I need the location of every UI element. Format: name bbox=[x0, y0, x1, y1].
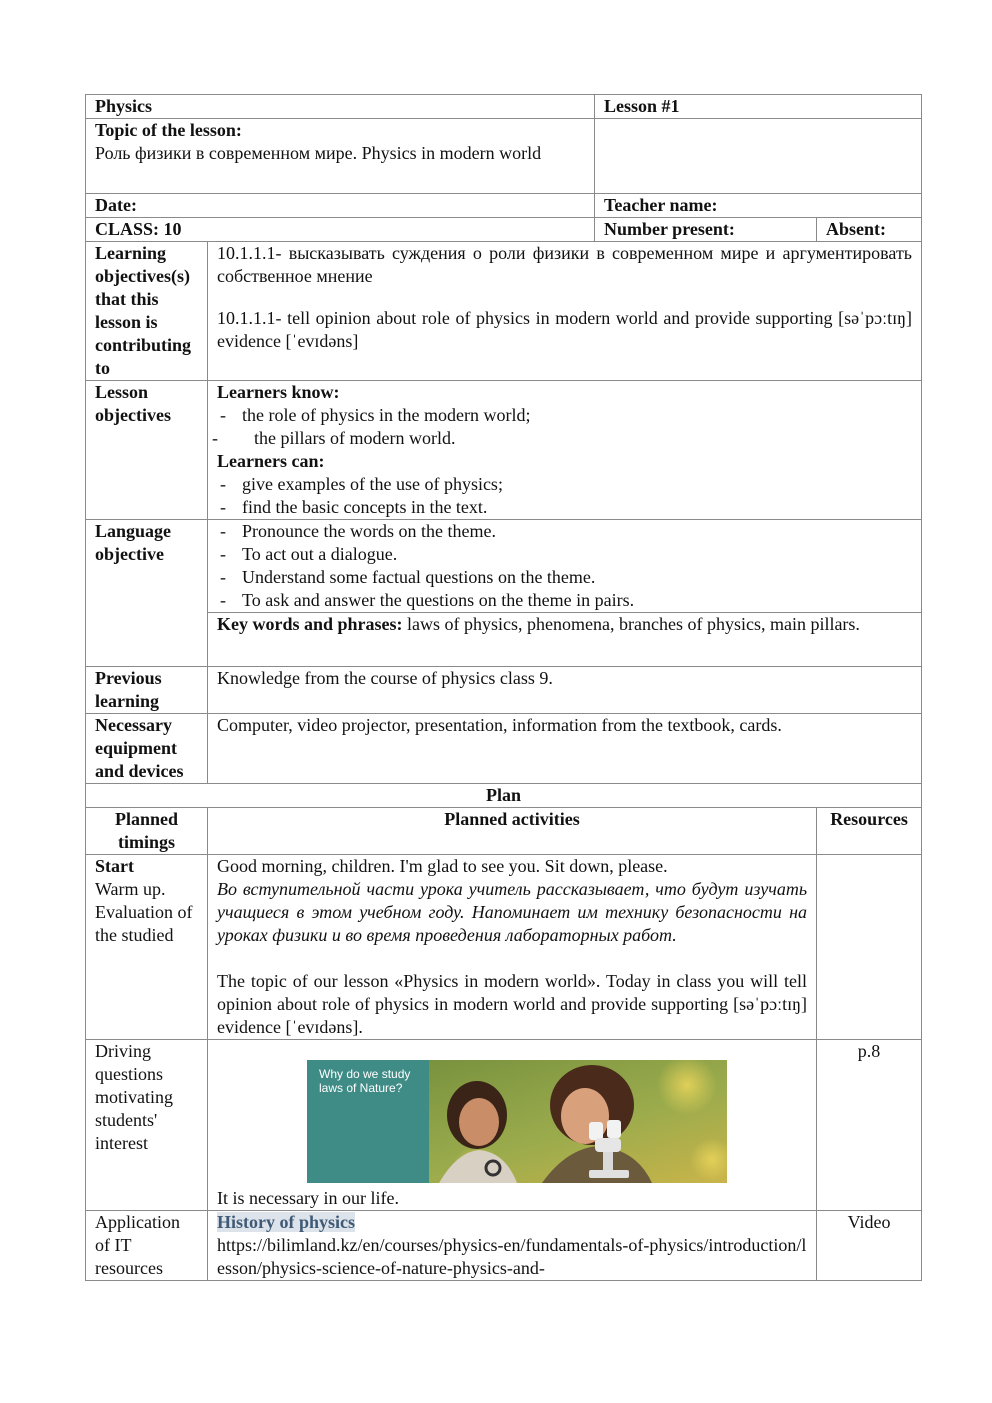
start-description: Warm up. Evaluation of the studied bbox=[95, 879, 193, 945]
learning-objective-ru: 10.1.1.1- высказывать суждения о роли физики в современном мире и аргументировать собственное мнение bbox=[217, 243, 913, 286]
learners-know-list bbox=[217, 404, 912, 450]
learners-can-label: Learners can: bbox=[217, 451, 325, 471]
start-activity-cell bbox=[208, 855, 817, 1040]
learning-objectives-label: Learning objectives(s) that this lesson is contributing to bbox=[86, 242, 208, 381]
language-objective-list bbox=[217, 520, 912, 612]
key-words-cell bbox=[208, 613, 922, 667]
driving-questions-label: Driving questions motivating students' interest bbox=[86, 1040, 208, 1211]
it-resource: Video bbox=[817, 1211, 922, 1281]
language-objective-label: Language objective bbox=[86, 520, 208, 667]
planned-timings-header: Planned timings bbox=[86, 808, 208, 855]
learners-know-label: Learners know: bbox=[217, 382, 340, 402]
planned-activities-header: Planned activities bbox=[208, 808, 817, 855]
key-words-label: Key words and phrases: bbox=[217, 614, 403, 634]
it-resources-label: Application of IT resources bbox=[86, 1211, 208, 1281]
previous-learning-row bbox=[86, 667, 922, 714]
it-activity-cell bbox=[208, 1211, 817, 1281]
lesson-plan-document bbox=[85, 94, 921, 1281]
lesson-plan-table bbox=[85, 94, 922, 1281]
plan-title: Plan bbox=[86, 784, 922, 808]
plan-row-start bbox=[86, 855, 922, 1040]
learning-objectives-row bbox=[86, 242, 922, 381]
driving-resource: p.8 bbox=[817, 1040, 922, 1211]
start-label: Start bbox=[95, 856, 134, 876]
list-item: - find the basic concepts in the text. bbox=[217, 496, 912, 519]
language-objective-row bbox=[86, 520, 922, 613]
number-present-label: Number present: bbox=[595, 218, 817, 242]
list-item: - To ask and answer the questions on the theme in pairs. bbox=[217, 589, 912, 612]
driving-answer-text: It is necessary in our life. bbox=[217, 1188, 399, 1208]
learners-can-list bbox=[217, 473, 912, 519]
equipment-row bbox=[86, 714, 922, 784]
students-microscope-image bbox=[307, 1060, 727, 1183]
list-item: - the pillars of modern world. bbox=[217, 427, 912, 450]
image-caption: Why do we study laws of Nature? bbox=[319, 1067, 411, 1095]
learning-objectives-cell bbox=[208, 242, 922, 381]
topic-text: Роль физики в современном мире. Physics in modern world bbox=[95, 143, 542, 163]
date-row bbox=[86, 194, 922, 218]
start-timing-cell bbox=[86, 855, 208, 1040]
start-resource-cell bbox=[817, 855, 922, 1040]
lesson-objectives-cell bbox=[208, 381, 922, 520]
lesson-number: Lesson #1 bbox=[595, 95, 922, 119]
subject-cell: Physics bbox=[86, 95, 595, 119]
intro-ru-text: Во вступительной части урока учитель рассказывает, что будут изучать учащиеся в этом учебном году. Напоминает им технику безопасности на уроках физики и во время проведения лабораторных работ. bbox=[217, 879, 808, 945]
resources-header: Resources bbox=[817, 808, 922, 855]
bilimland-url-link[interactable]: https://bilimland.kz/en/courses/physics-en/fundamentals-of-physics/introduction/lesson/physics-science-of-nature-physics-and- bbox=[217, 1235, 807, 1278]
key-words-row bbox=[86, 613, 922, 667]
topic-label: Topic of the lesson: bbox=[95, 120, 242, 140]
list-item: - To act out a dialogue. bbox=[217, 543, 912, 566]
driving-activity-cell bbox=[208, 1040, 817, 1211]
absent-label: Absent: bbox=[817, 218, 922, 242]
learning-objective-en: 10.1.1.1- tell opinion about role of physics in modern world and provide supporting [səˈpɔːtɪŋ] evidence [ˈevɪdəns] bbox=[217, 308, 913, 351]
lesson-objectives-label: Lesson objectives bbox=[86, 381, 208, 520]
topic-paragraph: The topic of our lesson «Physics in modern world». Today in class you will tell opinion about role of physics in modern world and provide supporting [səˈpɔːtɪŋ] evidence [ˈevɪdəns]. bbox=[217, 971, 808, 1037]
list-item: - Pronounce the words on the theme. bbox=[217, 520, 912, 543]
list-item: - Understand some factual questions on the theme. bbox=[217, 566, 912, 589]
history-of-physics-link[interactable]: History of physics bbox=[217, 1212, 356, 1232]
equipment-text: Computer, video projector, presentation, information from the textbook, cards. bbox=[208, 714, 922, 784]
class-row bbox=[86, 218, 922, 242]
language-objective-cell bbox=[208, 520, 922, 613]
previous-learning-text: Knowledge from the course of physics class 9. bbox=[208, 667, 922, 714]
previous-learning-label: Previous learning bbox=[86, 667, 208, 714]
greeting-text: Good morning, children. I'm glad to see you. Sit down, please. bbox=[217, 856, 668, 876]
date-label: Date: bbox=[86, 194, 595, 218]
plan-row-driving bbox=[86, 1040, 922, 1211]
list-item: - give examples of the use of physics; bbox=[217, 473, 912, 496]
header-row bbox=[86, 95, 922, 119]
topic-cell bbox=[86, 119, 595, 194]
teacher-name-label: Teacher name: bbox=[595, 194, 922, 218]
plan-row-it bbox=[86, 1211, 922, 1281]
equipment-label: Necessary equipment and devices bbox=[86, 714, 208, 784]
topic-row bbox=[86, 119, 922, 194]
lesson-objectives-row bbox=[86, 381, 922, 520]
plan-title-row bbox=[86, 784, 922, 808]
plan-header-row bbox=[86, 808, 922, 855]
key-words-text: laws of physics, phenomena, branches of physics, main pillars. bbox=[402, 614, 860, 634]
list-item: - the role of physics in the modern world; bbox=[217, 404, 912, 427]
topic-empty-cell bbox=[595, 119, 922, 194]
class-label: CLASS: 10 bbox=[86, 218, 595, 242]
